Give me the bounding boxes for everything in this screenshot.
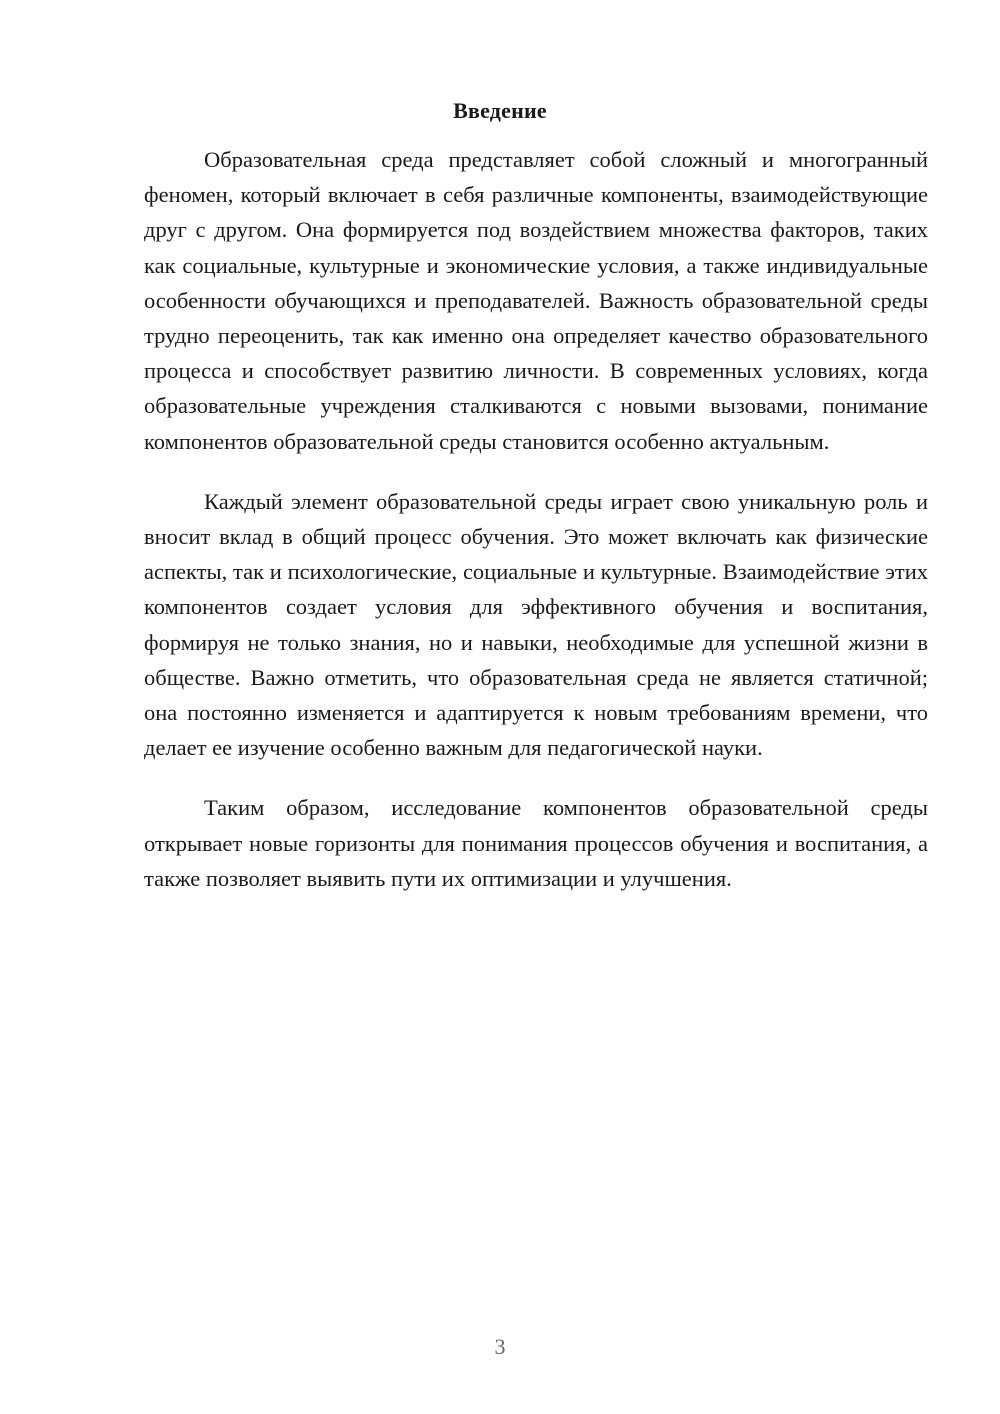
page-number: 3 [494,1334,506,1359]
paragraph-1: Образовательная среда представляет собой сложный и многогранный феномен, который включает в себя различные компоненты, взаимодействующие друг с другом. Она формируется под воздействием множества факторов, таких как социальные, культурные и экономические условия, а также индивидуальные особенности обучающихся и преподавателей. Важность образовательной среды трудно переоценить, так как именно она определяет качество образовательного процесса и способствует развитию личности. В современных условиях, когда образовательные учреждения сталкиваются с новыми вызовами, понимание компонентов образовательной среды становится особенно актуальным. [144,147,928,454]
body-text [144,142,928,921]
paragraph-3: Таким образом, исследование компонентов образовательной среды открывает новые горизонты для понимания процессов обучения и воспитания, а также позволяет выявить пути их оптимизации и улучшения. [144,795,928,891]
paragraph-2: Каждый элемент образовательной среды играет свою уникальную роль и вносит вклад в общий процесс обучения. Это может включать как физические аспекты, так и психологические, социальные и культурные. Взаимодействие этих компонентов создает условия для эффективного обучения и воспитания, формируя не только знания, но и навыки, необходимые для успешной жизни в обществе. Важно отметить, что образовательная среда не является статичной; она постоянно изменяется и адаптируется к новым требованиям времени, что делает ее изучение особенно важным для педагогической науки. [144,488,928,761]
section-title: Введение [453,98,547,123]
